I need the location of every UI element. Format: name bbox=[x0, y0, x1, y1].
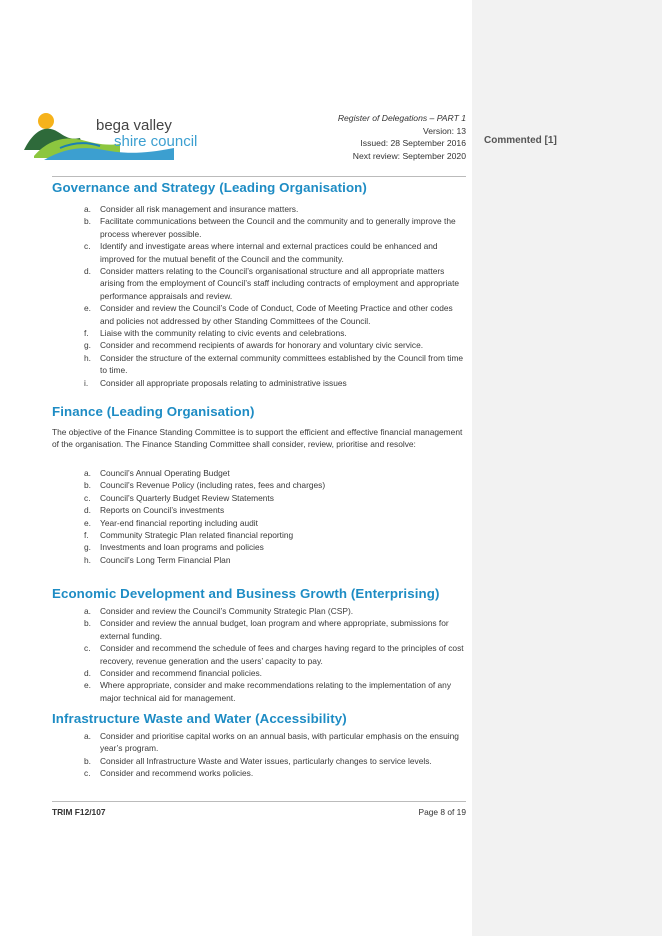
list-item bbox=[84, 605, 466, 617]
list-item bbox=[84, 767, 466, 779]
list-item-text: Reports on Council’s investments bbox=[100, 505, 225, 516]
list-item-text: Consider all risk management and insurance matters. bbox=[100, 204, 299, 214]
list-item-text: Council’s Annual Operating Budget bbox=[100, 468, 230, 478]
document-next-review: Next review: September 2020 bbox=[352, 150, 466, 161]
list-item bbox=[84, 467, 466, 479]
document-header-meta bbox=[266, 112, 466, 162]
list-item-letter: b. bbox=[84, 618, 91, 629]
list-item bbox=[84, 617, 466, 642]
list-item bbox=[84, 529, 466, 541]
section-heading-governance: Governance and Strategy (Leading Organisation) bbox=[52, 180, 367, 195]
list-item bbox=[84, 240, 466, 265]
list-item-text: Consider all appropriate proposals relating to administrative issues bbox=[100, 377, 347, 388]
logo-text-line1: bega valley bbox=[96, 117, 172, 134]
list-item-letter: f. bbox=[84, 328, 89, 339]
footer-trim-reference: TRIM F12/107 bbox=[52, 807, 106, 817]
list-item-letter: b. bbox=[84, 755, 91, 766]
list-item-text: Year-end financial reporting including audit bbox=[100, 517, 258, 528]
footer-page-number: Page 8 of 19 bbox=[418, 807, 466, 817]
list-item-text: Council’s Long Term Financial Plan bbox=[100, 554, 231, 565]
list-item-letter: d. bbox=[84, 668, 91, 679]
list-item-text: Council’s Quarterly Budget Review Statements bbox=[100, 492, 274, 503]
list-item bbox=[84, 377, 466, 389]
governance-list bbox=[84, 203, 466, 389]
list-item bbox=[84, 265, 466, 302]
list-item-letter: c. bbox=[84, 492, 91, 503]
list-item-text: Consider and recommend the schedule of fees and charges having regard to the principles of cost recovery, revenue generation and the users’ capacity to pay. bbox=[100, 643, 464, 666]
section-heading-economic: Economic Development and Business Growth (Enterprising) bbox=[52, 586, 440, 601]
list-item-text: Investments and loan programs and policies bbox=[100, 542, 264, 553]
list-item bbox=[84, 755, 466, 767]
list-item-letter: b. bbox=[84, 480, 91, 491]
list-item-letter: b. bbox=[84, 216, 91, 227]
list-item bbox=[84, 504, 466, 516]
list-item bbox=[84, 517, 466, 529]
list-item-letter: g. bbox=[84, 542, 91, 553]
document-issued: Issued: 28 September 2016 bbox=[360, 138, 466, 149]
header-divider bbox=[52, 176, 466, 177]
footer-divider bbox=[52, 801, 466, 802]
list-item bbox=[84, 541, 466, 553]
list-item-letter: d. bbox=[84, 505, 91, 516]
list-item-text: Where appropriate, consider and make recommendations relating to the implementation of any major technical aid for management. bbox=[100, 680, 452, 703]
list-item bbox=[84, 554, 466, 566]
list-item-letter: d. bbox=[84, 266, 91, 277]
infrastructure-list bbox=[84, 730, 466, 780]
list-item bbox=[84, 642, 466, 667]
list-item-text: Consider and review the annual budget, loan program and where appropriate, submissions for external funding. bbox=[100, 618, 449, 641]
list-item-letter: h. bbox=[84, 554, 91, 565]
list-item-letter: c. bbox=[84, 768, 91, 779]
list-item-letter: a. bbox=[84, 606, 91, 616]
list-item-text: Consider and review the Council’s Community Strategic Plan (CSP). bbox=[100, 606, 354, 616]
list-item-text: Identify and investigate areas where internal and external practices could be enhanced and improved for the mutual benefit of the Council and the community. bbox=[100, 241, 438, 264]
list-item-letter: c. bbox=[84, 643, 91, 654]
section-heading-infrastructure: Infrastructure Waste and Water (Accessibility) bbox=[52, 711, 347, 726]
list-item bbox=[84, 679, 466, 704]
list-item-text: Consider all Infrastructure Waste and Water issues, particularly changes to service levels. bbox=[100, 755, 432, 766]
list-item-letter: e. bbox=[84, 517, 91, 528]
list-item-letter: h. bbox=[84, 352, 91, 363]
list-item bbox=[84, 352, 466, 377]
list-item bbox=[84, 339, 466, 351]
finance-list bbox=[84, 467, 466, 566]
list-item-text: Consider and review the Council’s Code of Conduct, Code of Meeting Practice and other codes and policies not addressed by other Standing Committees of the Council. bbox=[100, 303, 453, 326]
logo-text-line2: shire council bbox=[114, 133, 198, 150]
list-item-text: Consider and recommend works policies. bbox=[100, 768, 254, 779]
list-item bbox=[84, 215, 466, 240]
list-item-text: Consider and recommend financial policies. bbox=[100, 668, 262, 679]
list-item-letter: e. bbox=[84, 680, 91, 691]
comment-sidebar bbox=[472, 0, 662, 936]
list-item bbox=[84, 730, 466, 755]
list-item bbox=[84, 302, 466, 327]
section-heading-finance: Finance (Leading Organisation) bbox=[52, 404, 255, 419]
list-item-text: Council’s Revenue Policy (including rates, fees and charges) bbox=[100, 480, 326, 491]
document-version: Version: 13 bbox=[423, 125, 466, 136]
list-item-text: Facilitate communications between the Council and the community and to generally improve the process wherever possible. bbox=[100, 216, 456, 239]
list-item bbox=[84, 667, 466, 679]
economic-list bbox=[84, 605, 466, 704]
comment-label: Commented [1] bbox=[484, 135, 557, 146]
list-item-text: Consider matters relating to the Council’s organisational structure and all appropriate matters arising from the employment of Council’s staff including contracts of employment and appropriate performance appraisals and review. bbox=[100, 266, 460, 301]
list-item-letter: a. bbox=[84, 731, 91, 741]
list-item-text: Consider the structure of the external community committees established by the Council from time to time. bbox=[100, 352, 464, 376]
list-item bbox=[84, 327, 466, 339]
list-item bbox=[84, 479, 466, 491]
list-item-text: Liaise with the community relating to civic events and celebrations. bbox=[100, 328, 347, 339]
list-item-letter: i. bbox=[84, 377, 89, 388]
document-title: Register of Delegations – PART 1 bbox=[337, 113, 466, 123]
list-item-letter: e. bbox=[84, 303, 91, 314]
list-item-letter: f. bbox=[84, 530, 89, 541]
list-item bbox=[84, 203, 466, 215]
list-item-letter: c. bbox=[84, 241, 91, 252]
list-item bbox=[84, 492, 466, 504]
list-item-letter: a. bbox=[84, 468, 91, 478]
list-item-text: Consider and recommend recipients of awards for honorary and voluntary civic service. bbox=[100, 340, 424, 351]
finance-intro: The objective of the Finance Standing Committee is to support the efficient and effective financial management of the organisation. The Finance Standing Committee shall consider, review, prioritise and resolve: bbox=[52, 427, 463, 450]
list-item-letter: g. bbox=[84, 340, 91, 351]
list-item-text: Consider and prioritise capital works on an annual basis, with particular emphasis on the ensuing year’s program. bbox=[100, 731, 459, 754]
list-item-letter: a. bbox=[84, 204, 91, 214]
list-item-text: Community Strategic Plan related financial reporting bbox=[100, 530, 294, 541]
